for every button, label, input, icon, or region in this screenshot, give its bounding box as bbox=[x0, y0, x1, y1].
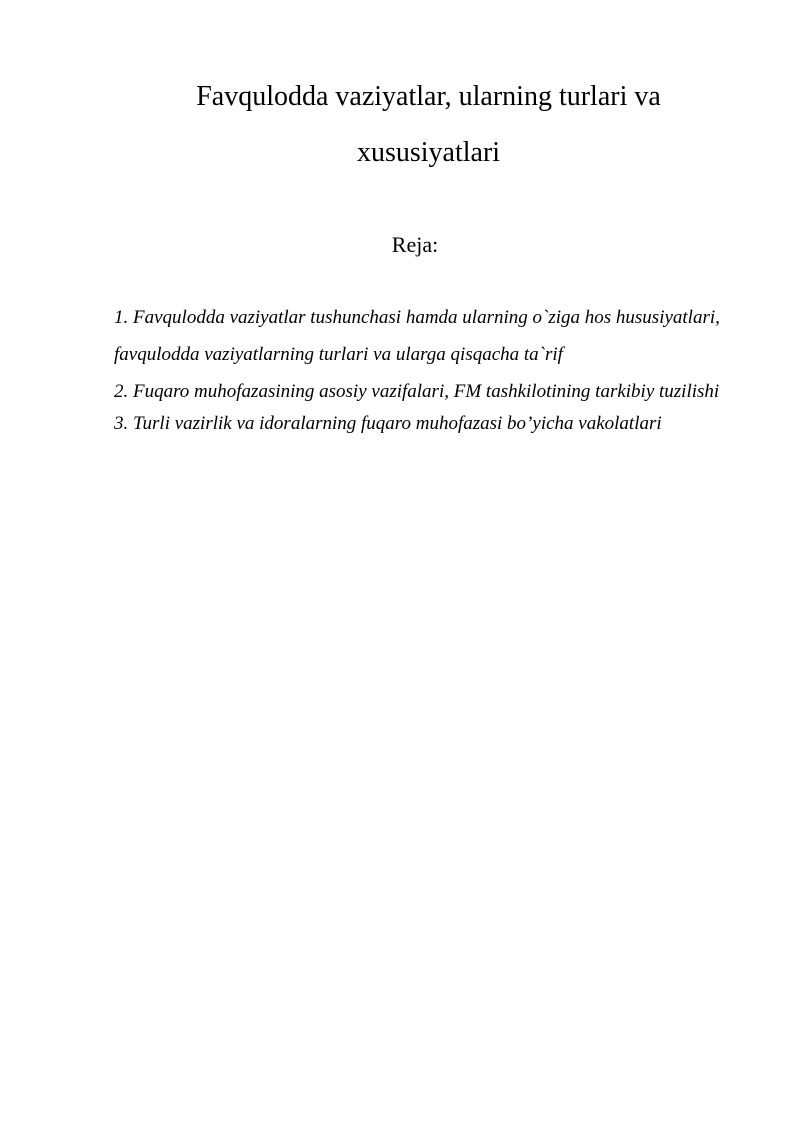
document-title: Favqulodda vaziyatlar, ularning turlari va xususiyatlari bbox=[196, 81, 661, 168]
plan-list bbox=[114, 299, 754, 438]
plan-heading: Reja: bbox=[391, 232, 439, 257]
plan-item-3: 3. Turli vazirlik va idoralarning fuqaro muhofazasi bo’yicha vakolatlari bbox=[114, 413, 662, 434]
plan-item-2: 2. Fuqaro muhofazasining asosiy vazifalari, FM tashkilotining tarkibiy tuzilishi bbox=[114, 381, 720, 402]
plan-item-1: 1. Favqulodda vaziyatlar tushunchasi hamda ularning o`ziga hos hususiyatlari, favqulodda vaziyatlarning turlari va ularga qisqacha ta`rif bbox=[114, 307, 720, 365]
